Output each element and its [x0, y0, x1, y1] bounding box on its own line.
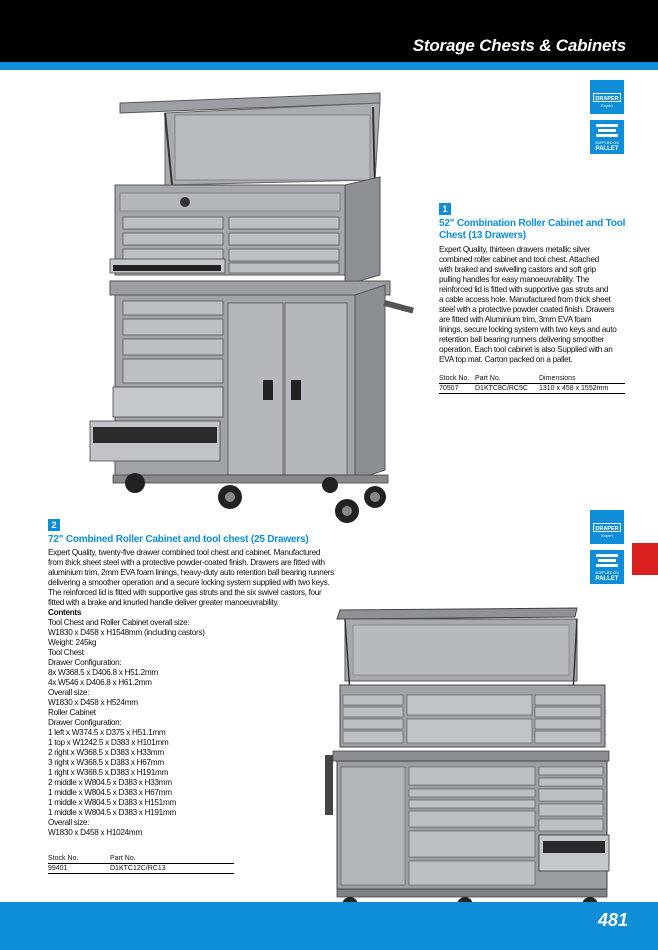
contents-line: Tool Chest — [48, 648, 84, 657]
contents-line: Drawer Configuration: — [48, 718, 122, 727]
description-line: combined roller cabinet and tool chest. Attached — [439, 255, 599, 264]
column-header: Part No. — [110, 855, 234, 864]
column-header: Part No. — [475, 375, 539, 384]
stock-number: 70507 — [439, 384, 475, 394]
contents-line: 1 middle x W804.5 x D383 x H191mm — [48, 808, 176, 817]
svg-text:PALLET: PALLET — [595, 576, 619, 582]
dimensions: 1310 x 458 x 1552mm — [539, 384, 625, 394]
product-title — [439, 218, 629, 242]
contents-line: 1 right x W368.5 x D383 x H191mm — [48, 768, 169, 777]
contents-line: 1 middle x W804.5 x D383 x H67mm — [48, 788, 172, 797]
contents-line: 1 top x W1242.5 x D383 x H101mm — [48, 738, 169, 747]
description-line: from thick sheet steel with a protective powder-coated finish. Drawers are fitted with — [48, 558, 325, 567]
header-stripe — [0, 62, 658, 70]
contents-line: W1830 x D458 x H1548mm (including castors) — [48, 628, 205, 637]
column-header: Stock No. — [439, 375, 475, 384]
description-line: operation. Each tool cabinet is also Supplied with an — [439, 345, 613, 354]
description-line: with braked and swivelling castors and soft grip — [439, 265, 596, 274]
product-description — [439, 245, 629, 365]
contents-line: W1830 x D458 x H1024mm — [48, 828, 142, 837]
contents-line: 2 middle x W804.5 x D383 x H33mm — [48, 778, 172, 787]
page-header — [0, 0, 658, 70]
page-footer — [0, 902, 658, 950]
product-number-badge: 2 — [48, 519, 60, 531]
contents-line: 1 middle x W804.5 x D383 x H151mm — [48, 798, 176, 807]
description-line: retention ball bearing runners delivering smoother — [439, 335, 605, 344]
description-line: steel with a protective powder coated finish. Drawers — [439, 305, 615, 314]
contents-line: 1 left x W374.5 x D375 x H51.1mm — [48, 728, 166, 737]
column-header: Dimensions — [539, 375, 625, 384]
pallet-logo — [590, 120, 624, 154]
table-row — [439, 384, 625, 394]
description-line: The reinforced lid is fitted with supportive gas struts and the six swivel castors, four — [48, 588, 322, 597]
svg-text:Expert: Expert — [601, 533, 613, 538]
product-2-cabinet-image — [325, 605, 615, 917]
contents-line: 3 right x W368.5 x D383 x H67mm — [48, 758, 164, 767]
page-number: 481 — [597, 910, 628, 930]
draper-expert-logo — [590, 510, 624, 544]
contents-line: Overall size: — [48, 688, 90, 697]
part-number: D1KTC8C/RC5C — [475, 384, 539, 394]
table-header-row — [48, 855, 234, 864]
table-header-row — [439, 375, 625, 384]
draper-expert-logo — [590, 80, 624, 114]
contents-line: Roller Cabinet — [48, 708, 96, 717]
description-line: delivering a smoother operation and a secure locking system supplied with two keys. — [48, 578, 330, 587]
description-line: are fitted with Aluminium trim, 3mm EVA foam — [439, 315, 592, 324]
contents-line: Drawer Configuration: — [48, 658, 122, 667]
svg-text:DRAPER: DRAPER — [595, 95, 619, 102]
description-line: aluminium trim, 2mm EVA foam linings, heavy-duty auto retention ball bearing runners — [48, 568, 334, 577]
contents-line: Tool Chest and Roller Cabinet overall size: — [48, 618, 190, 627]
description-line: Expert Quality, twenty-five drawer combined tool chest and cabinet. Manufactured — [48, 548, 321, 557]
description-line: reinforced lid is fitted with supportive gas struts and — [439, 285, 609, 294]
svg-text:Expert: Expert — [601, 103, 613, 108]
section-tab — [632, 543, 658, 575]
description-line: pulling handles for easy manoeuvrability. The — [439, 275, 590, 284]
stock-number: 99401 — [48, 864, 110, 874]
title-line: Chest (13 Drawers) — [439, 230, 526, 241]
column-header: Stock No. — [48, 855, 110, 864]
svg-text:SUPPLIED ON: SUPPLIED ON — [595, 571, 619, 575]
product-1-cabinet-image — [85, 85, 415, 525]
svg-text:DRAPER: DRAPER — [595, 525, 619, 532]
contents-line: 2 right x W368.5 x D383 x H33mm — [48, 748, 164, 757]
contents-line: W1830 x D458 x H524mm — [48, 698, 138, 707]
svg-text:SUPPLIED ON: SUPPLIED ON — [595, 141, 619, 145]
product-description — [48, 548, 338, 838]
contents-line: 8x W368.5 x D406.8 x H51.2mm — [48, 668, 158, 677]
description-line: a cable access hole. Manufactured from thick sheet — [439, 295, 611, 304]
description-line: linings, secure locking system with two keys and auto — [439, 325, 617, 334]
product-number-badge: 1 — [439, 203, 451, 215]
title-line: 72" Combined Roller Cabinet and tool chest (25 Drawers) — [48, 534, 309, 545]
pallet-logo — [590, 550, 624, 584]
product-1-spec-table — [439, 375, 625, 394]
contents-line: Overall size: — [48, 818, 90, 827]
description-line: fitted with a brake and knurled handle deliver greater manoeuvrability. — [48, 598, 279, 607]
part-number: D1KTC12C/RC13 — [110, 864, 234, 874]
product-title — [48, 534, 328, 546]
contents-line: Weight: 245kg — [48, 638, 97, 647]
title-line: 52" Combination Roller Cabinet and Tool — [439, 218, 626, 229]
page-title: Storage Chests & Cabinets — [412, 36, 626, 55]
product-2-spec-table — [48, 855, 234, 874]
contents-heading: Contents — [48, 608, 82, 617]
description-line: EVA top mat. Carton packed on a pallet. — [439, 355, 573, 364]
table-row — [48, 864, 234, 874]
description-line: Expert Quality, thirteen drawers metallic silver — [439, 245, 591, 254]
contents-line: 4x W546 x D406.8 x H61.2mm — [48, 678, 152, 687]
svg-text:PALLET: PALLET — [595, 146, 619, 152]
